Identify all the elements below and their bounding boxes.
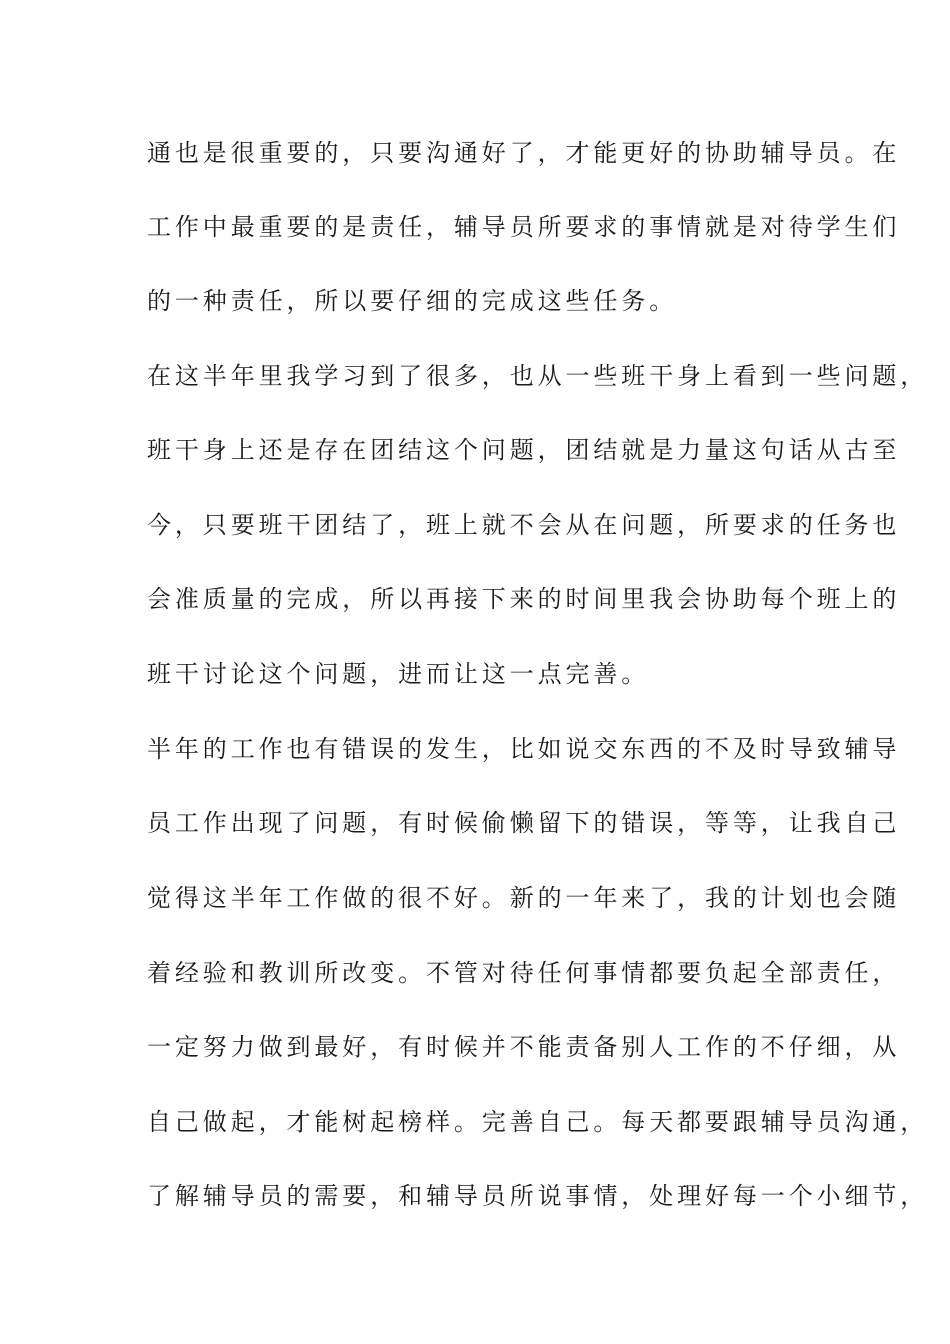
text-line-5: 班干身上还是存在团结这个问题，团结就是力量这句话从古至 [147, 436, 901, 464]
text-line-9: 半年的工作也有错误的发生，比如说交东西的不及时导致辅导 [147, 735, 901, 763]
text-line-6: 今，只要班干团结了，班上就不会从在问题，所要求的任务也 [147, 511, 901, 539]
text-line-8: 班干讨论这个问题，进而让这一点完善。 [147, 660, 650, 688]
text-line-11: 觉得这半年工作做的很不好。新的一年来了，我的计划也会随 [147, 884, 901, 912]
text-line-13: 一定努力做到最好，有时候并不能责备别人工作的不仔细，从 [147, 1033, 901, 1061]
text-line-10: 员工作出现了问题，有时候偷懒留下的错误，等等，让我自己 [147, 809, 901, 837]
text-line-14: 自己做起，才能树起榜样。完善自己。每天都要跟辅导员沟通， [147, 1108, 929, 1136]
text-line-15: 了解辅导员的需要，和辅导员所说事情，处理好每一个小细节， [147, 1182, 929, 1210]
text-line-4: 在这半年里我学习到了很多，也从一些班干身上看到一些问题， [147, 362, 929, 390]
text-line-1: 通也是很重要的，只要沟通好了，才能更好的协助辅导员。在 [147, 139, 901, 167]
text-line-2: 工作中最重要的是责任，辅导员所要求的事情就是对待学生们 [147, 213, 901, 241]
text-line-7: 会准质量的完成，所以再接下来的时间里我会协助每个班上的 [147, 585, 901, 613]
text-line-3: 的一种责任，所以要仔细的完成这些任务。 [147, 287, 678, 315]
text-line-12: 着经验和教训所改变。不管对待任何事情都要负起全部责任， [147, 959, 901, 987]
